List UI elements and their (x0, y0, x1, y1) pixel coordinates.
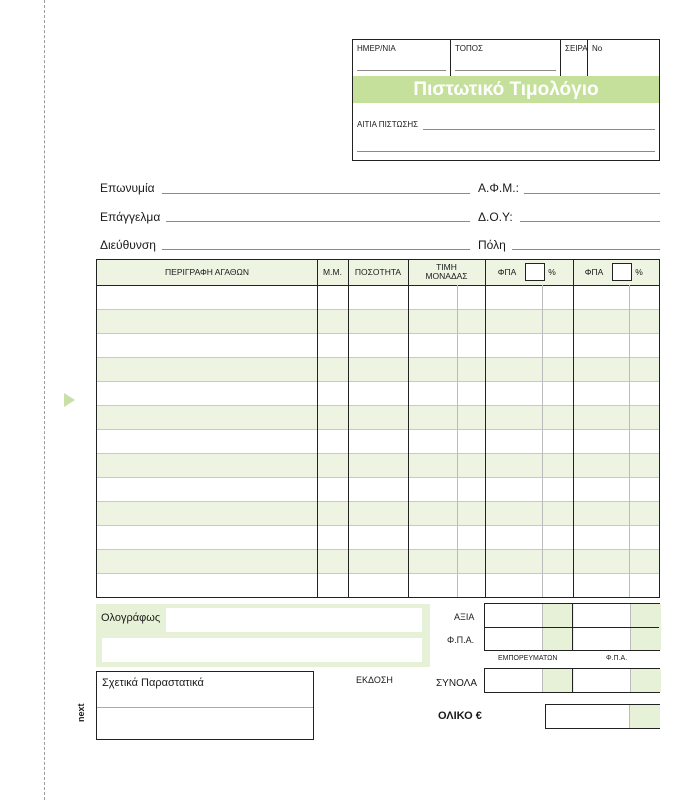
col-divider (573, 260, 574, 597)
table-row-divider (97, 453, 659, 454)
table-row-stripe (97, 405, 659, 429)
grand-total-label: ΟΛΙΚΟ € (438, 710, 482, 722)
table-row-divider (97, 309, 659, 310)
col-divider (408, 260, 409, 597)
decimal-divider (457, 285, 458, 597)
grand-total-box[interactable] (545, 704, 660, 729)
series-field[interactable] (561, 40, 588, 76)
number-field[interactable] (588, 40, 659, 76)
table-row-stripe (97, 501, 659, 525)
goods-value-box[interactable] (484, 603, 573, 651)
amount-in-words-area (96, 604, 430, 667)
table-row-divider (97, 477, 659, 478)
value-label: ΑΞΙΑ (454, 612, 475, 622)
vat-total-box[interactable] (572, 668, 660, 693)
vat-rate-1-box[interactable] (525, 263, 545, 281)
vat-value-box[interactable] (572, 603, 660, 651)
col-vat-1-percent: % (548, 266, 556, 277)
col-divider (317, 260, 318, 597)
company-name-label: Επωνυμία (100, 181, 155, 195)
vat-number-label: Α.Φ.Μ.: (478, 181, 519, 195)
col-vat-2: ΦΠΑ (584, 266, 604, 277)
goods-table (96, 259, 660, 598)
date-field[interactable] (353, 40, 451, 76)
vat-label: Φ.Π.Α. (447, 635, 475, 645)
address-field[interactable] (162, 249, 470, 250)
table-row-divider (97, 381, 659, 382)
vat-number-field[interactable] (524, 193, 660, 194)
in-words-label: Ολογράφως (101, 612, 161, 624)
table-row-stripe (97, 309, 659, 333)
vat-rate-2-box[interactable] (612, 263, 632, 281)
goods-column-label: ΕΜΠΟΡΕΥΜΑΤΩΝ (498, 655, 558, 662)
table-row-divider (97, 573, 659, 574)
invoice-header-box (352, 39, 660, 161)
col-unit: Μ.Μ. (323, 266, 342, 277)
table-row-stripe (97, 453, 659, 477)
tax-office-label: Δ.Ο.Υ: (478, 210, 513, 224)
related-documents-label: Σχετικά Παραστατικά (102, 677, 204, 689)
header-divider (97, 285, 659, 286)
document-title: Πιστωτικό Τιμολόγιο (353, 76, 659, 103)
profession-field[interactable] (166, 221, 470, 222)
series-label: ΣΕΙΡΑ (565, 44, 588, 53)
profession-label: Επάγγελμα (100, 210, 161, 224)
col-description: ΠΕΡΙΓΡΑΦΗ ΑΓΑΘΩΝ (165, 266, 249, 277)
col-vat-2-percent: % (635, 266, 643, 277)
arrow-marker-icon (64, 393, 75, 407)
number-label: No (592, 44, 603, 53)
table-row-divider (97, 333, 659, 334)
totals-label: ΣΥΝΟΛΑ (436, 678, 478, 689)
brand-logo: next (76, 703, 86, 722)
decimal-divider (542, 285, 543, 597)
decimal-divider (629, 285, 630, 597)
table-row-divider (97, 357, 659, 358)
address-label: Διεύθυνση (100, 238, 156, 252)
in-words-field-1[interactable] (166, 608, 422, 632)
col-unit-price: ΤΙΜΗ ΜΟΝΑΔΑΣ (425, 262, 468, 281)
in-words-field-2[interactable] (102, 638, 422, 662)
place-label: ΤΟΠΟΣ (455, 44, 483, 53)
tax-office-field[interactable] (520, 221, 660, 222)
table-row-divider (97, 501, 659, 502)
col-quantity: ΠΟΣΟΤΗΤΑ (354, 266, 402, 277)
table-row-divider (97, 549, 659, 550)
table-row-divider (97, 405, 659, 406)
col-divider (485, 260, 486, 597)
company-name-field[interactable] (162, 193, 470, 194)
credit-reason-label: ΑΙΤΙΑ ΠΙΣΤΩΣΗΣ (357, 120, 419, 129)
table-row-divider (97, 429, 659, 430)
city-field[interactable] (512, 249, 660, 250)
col-divider (348, 260, 349, 597)
table-row-stripe (97, 549, 659, 573)
goods-total-box[interactable] (484, 668, 573, 693)
table-row-divider (97, 525, 659, 526)
perforation-line (44, 0, 45, 800)
city-label: Πόλη (478, 238, 506, 252)
table-row-stripe (97, 357, 659, 381)
date-label: ΗΜΕΡ/ΝΙΑ (357, 44, 396, 53)
issue-label: ΕΚΔΟΣΗ (356, 675, 393, 685)
vat-column-label: Φ.Π.Α. (606, 655, 628, 662)
col-vat-1: ΦΠΑ (497, 266, 517, 277)
credit-reason-field[interactable] (353, 103, 659, 160)
place-field[interactable] (451, 40, 561, 76)
related-documents-box[interactable] (96, 671, 314, 740)
